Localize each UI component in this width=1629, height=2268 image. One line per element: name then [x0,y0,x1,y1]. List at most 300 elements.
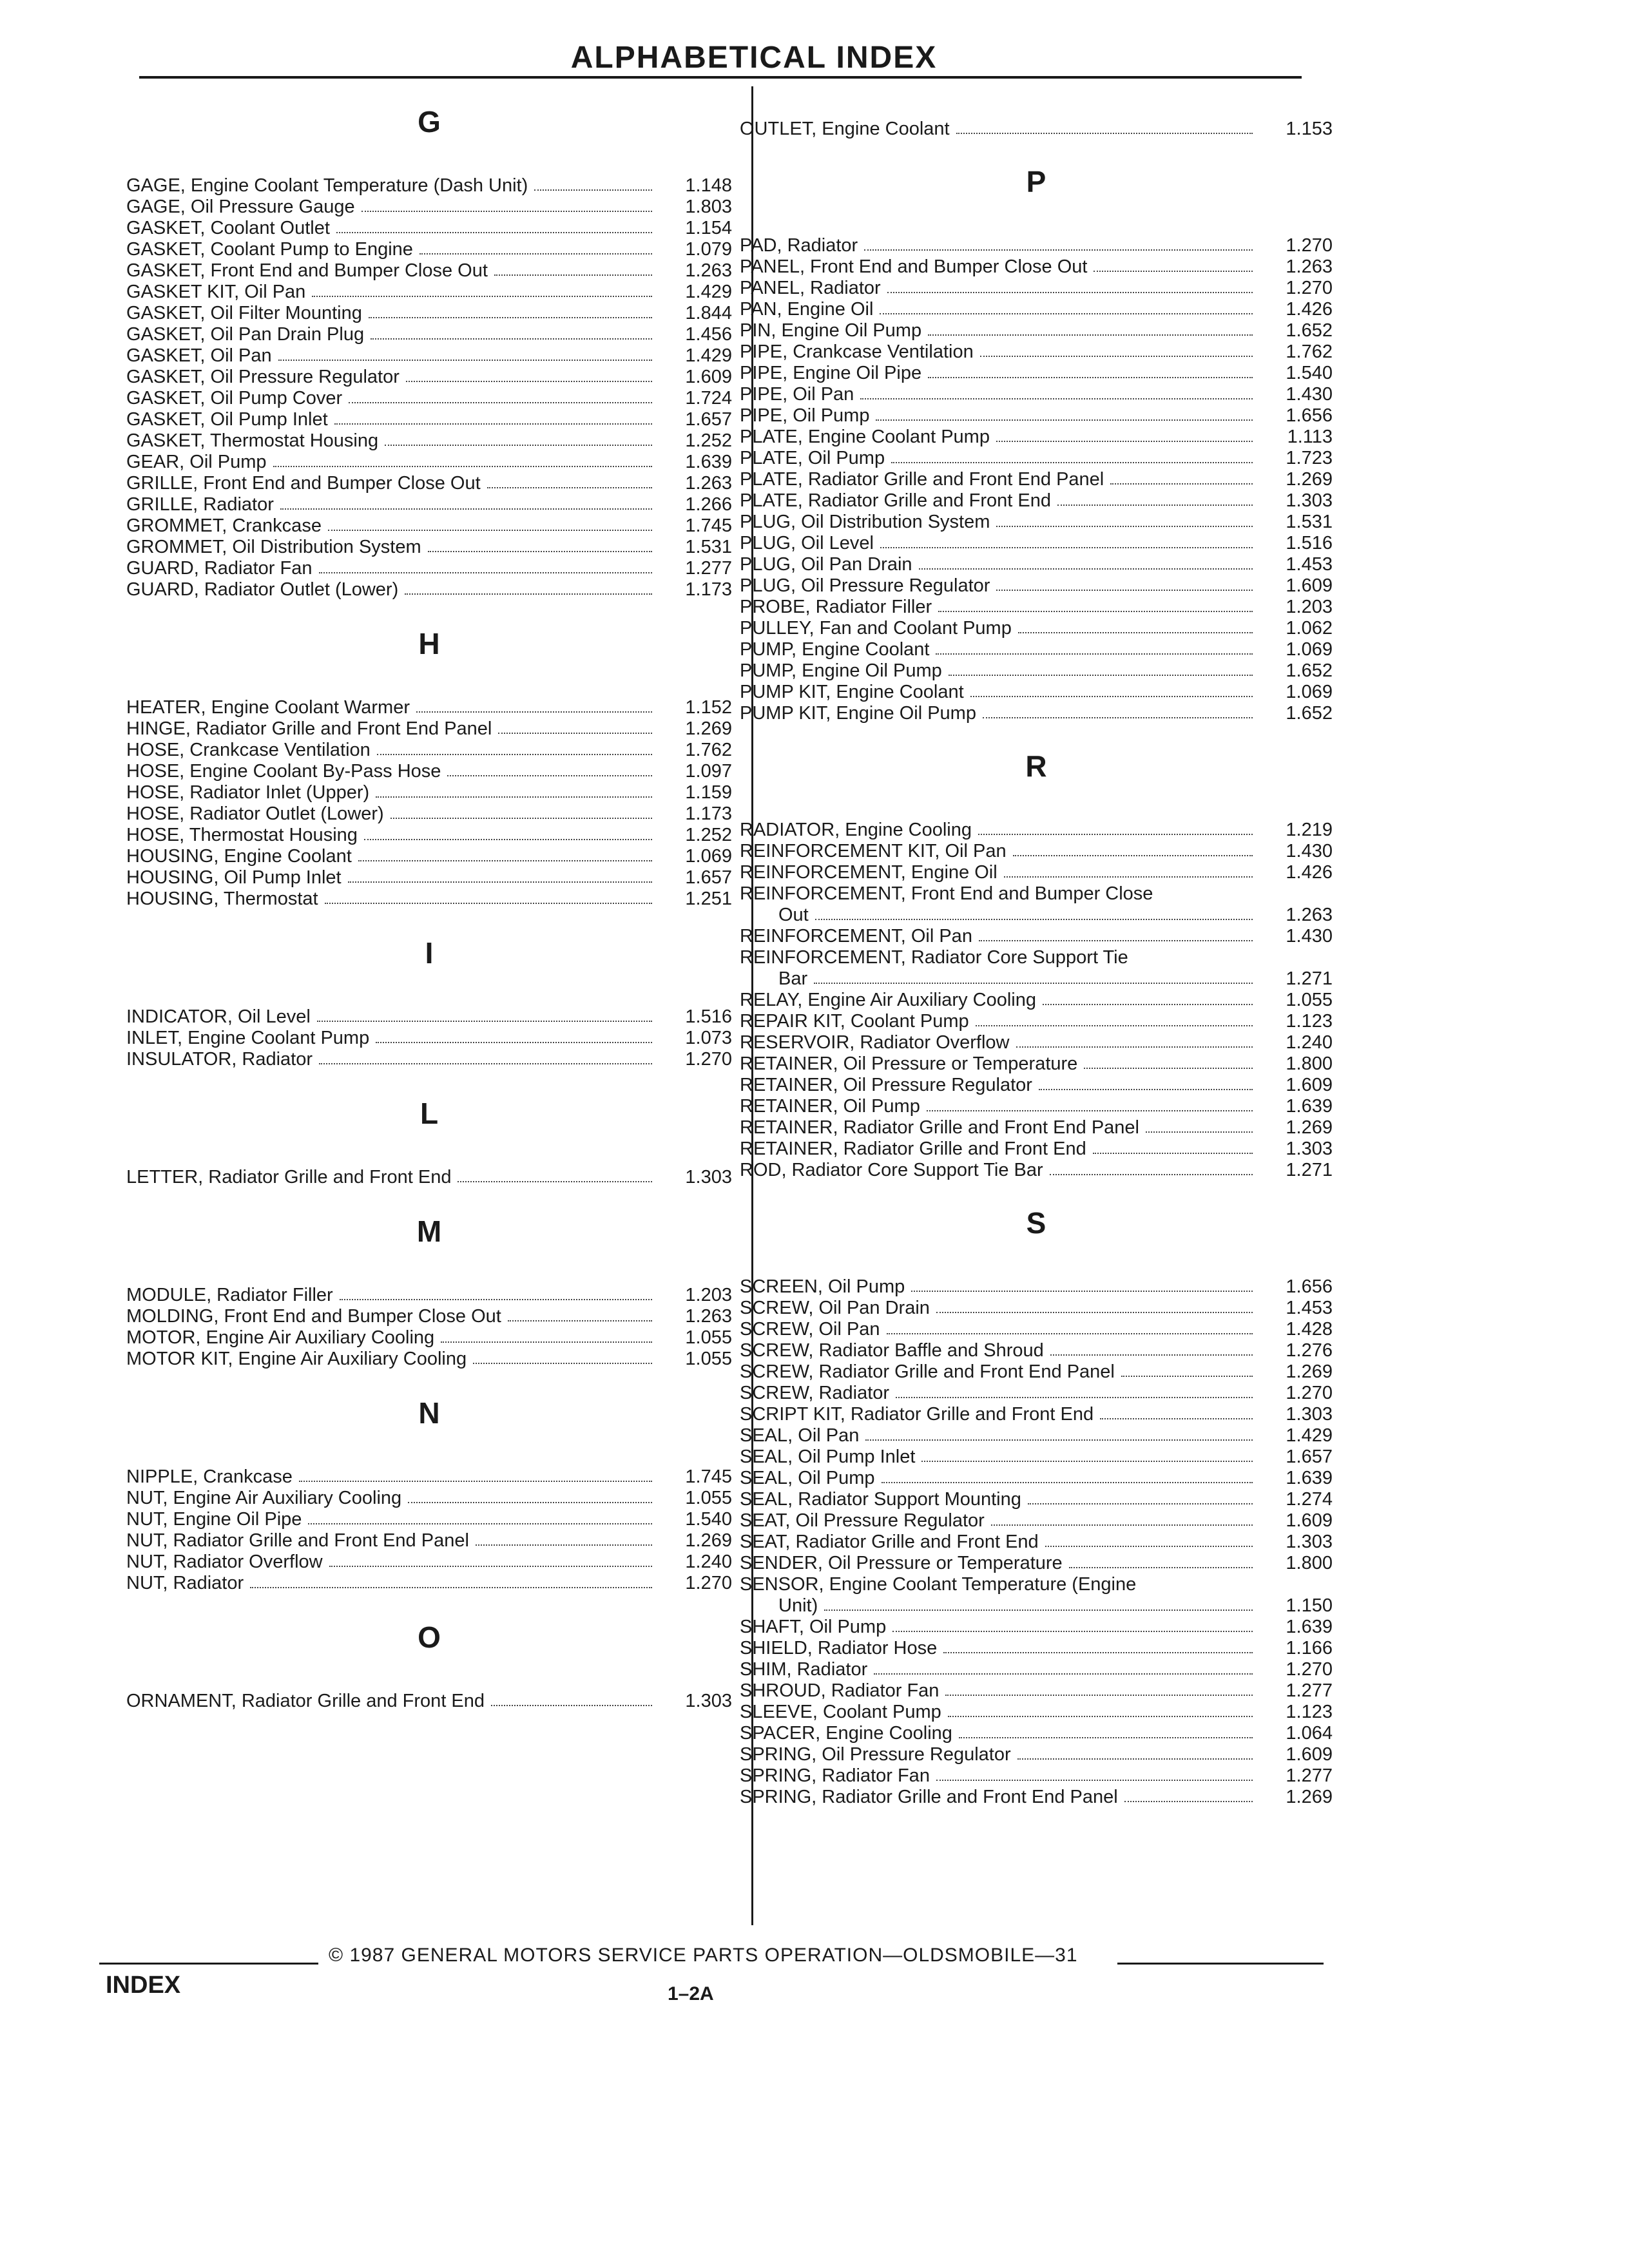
section-letter-n: N [418,1396,440,1430]
entry-name: SHAFT, Oil Pump [740,1617,887,1637]
section-letter-o: O [418,1620,441,1654]
footer-copyright: © 1987 GENERAL MOTORS SERVICE PARTS OPERATION—OLDSMOBILE—31 [329,1945,1078,1966]
entry-page-ref: 1.064 [1286,1723,1333,1744]
entry-page-ref: 1.516 [685,1006,732,1027]
entry-name: LETTER, Radiator Grille and Front End [126,1167,452,1187]
index-entry [740,1340,1333,1361]
dot-leader [814,982,1253,984]
entry-page-ref: 1.173 [685,579,732,600]
entry-name: REINFORCEMENT KIT, Oil Pan [740,841,1007,861]
entry-name: INSULATOR, Radiator [126,1049,313,1070]
index-entry [740,1765,1333,1787]
index-entry [740,1723,1333,1744]
entry-name: REINFORCEMENT, Engine Oil [740,862,998,883]
dot-leader [416,711,652,713]
dot-leader [882,1481,1253,1483]
index-entry [126,697,732,718]
footer-page-number: 1–2A [668,1983,714,2004]
dot-leader [419,253,652,255]
dot-leader [911,1290,1253,1292]
dot-leader [1110,483,1253,485]
index-entry [740,1361,1333,1383]
dot-leader [319,572,653,573]
index-entry [740,1638,1333,1659]
dot-leader [336,231,652,233]
dot-leader [1121,1375,1253,1377]
entry-name: MOLDING, Front End and Bumper Close Out [126,1306,501,1327]
entry-page-ref: 1.263 [1286,905,1333,925]
index-entry [126,558,732,579]
dot-leader [376,1041,652,1043]
dot-leader [887,1332,1253,1334]
entry-name: RETAINER, Oil Pump [740,1096,920,1117]
entry-name: PUMP KIT, Engine Coolant [740,682,964,702]
dot-leader [273,465,652,467]
dot-leader [887,291,1253,293]
entry-name: GASKET, Thermostat Housing [126,430,379,451]
index-entry [126,367,732,388]
index-entry [740,320,1333,341]
index-entry [740,533,1333,554]
dot-leader [406,380,652,382]
entry-name: OUTLET, Engine Coolant [740,119,950,139]
index-entry [740,1574,1333,1617]
entry-name: GASKET, Oil Pump Inlet [126,409,328,430]
index-entry [740,1425,1333,1446]
entry-name: GASKET, Front End and Bumper Close Out [126,260,488,281]
entry-name: SPRING, Oil Pressure Regulator [740,1744,1011,1765]
index-entry [740,1096,1333,1117]
entry-name: PLATE, Radiator Grille and Front End Panel [740,469,1104,490]
index-entry [126,1006,732,1028]
entry-name: PAD, Radiator [740,235,858,256]
entry-name: PROBE, Radiator Filler [740,597,932,617]
dot-leader [390,817,652,819]
entry-page-ref: 1.069 [685,846,732,867]
title-rule [139,76,1302,79]
entry-name: REINFORCEMENT, Radiator Core Support Tie [740,947,1128,968]
entry-page-ref: 1.150 [1286,1595,1333,1616]
entry-page-ref: 1.639 [1286,1096,1333,1117]
dot-leader [892,1630,1253,1632]
dot-leader [936,1779,1253,1781]
index-entry [740,1617,1333,1638]
entry-name: NUT, Radiator Grille and Front End Panel [126,1530,469,1551]
entry-name: GASKET, Oil Pan Drain Plug [126,324,365,345]
entry-name: SENDER, Oil Pressure or Temperature [740,1553,1063,1573]
section-letter-i: I [425,936,434,970]
entry-name: PANEL, Front End and Bumper Close Out [740,256,1088,277]
entry-name: PULLEY, Fan and Coolant Pump [740,618,1012,639]
entry-name: PIN, Engine Oil Pump [740,320,922,341]
entry-name: HEATER, Engine Coolant Warmer [126,697,410,718]
index-entry [740,427,1333,448]
index-entry [126,1488,732,1509]
dot-leader [319,1062,652,1064]
dot-leader [921,1460,1253,1462]
dot-leader [447,774,652,776]
entry-page-ref: 1.079 [685,239,732,260]
entry-name: HOSE, Radiator Inlet (Upper) [126,782,370,803]
footer-rule-left [99,1963,318,1965]
entry-name: RESERVOIR, Radiator Overflow [740,1032,1010,1053]
entry-page-ref: 1.203 [685,1285,732,1305]
entry-page-ref: 1.062 [1286,618,1333,639]
dot-leader [936,1311,1253,1313]
index-entry [740,639,1333,660]
index-entry [126,889,732,910]
index-entry [740,1659,1333,1680]
index-entry [126,1691,732,1712]
entry-page-ref: 1.430 [1286,384,1333,405]
index-entry [126,803,732,825]
dot-leader [458,1180,652,1182]
entry-name: SHIELD, Radiator Hose [740,1638,938,1658]
entry-name: PIPE, Oil Pump [740,405,870,426]
entry-name: MOTOR KIT, Engine Air Auxiliary Cooling [126,1349,467,1369]
dot-leader [880,312,1253,314]
dot-leader [1146,1131,1253,1133]
dot-leader [1050,1354,1253,1356]
entry-page-ref: 1.270 [685,1573,732,1593]
entry-name: SEAL, Oil Pump Inlet [740,1446,916,1467]
entry-name: SEAL, Oil Pump [740,1468,875,1488]
entry-name: GASKET, Oil Pressure Regulator [126,367,400,387]
index-entry [126,324,732,345]
entry-page-ref: 1.516 [1286,533,1333,553]
entry-page-ref: 1.609 [1286,1510,1333,1531]
entry-name-continued: Out [778,905,809,925]
entry-name: RADIATOR, Engine Cooling [740,820,972,840]
dot-leader [945,1694,1253,1696]
entry-page-ref: 1.426 [1286,299,1333,320]
dot-leader [1013,854,1253,856]
dot-leader [408,1501,652,1503]
entry-name: SCREW, Radiator Grille and Front End Panel [740,1361,1115,1382]
dot-leader [936,653,1253,655]
entry-name: INDICATOR, Oil Level [126,1006,311,1027]
index-entry [126,303,732,324]
index-entry [126,1466,732,1488]
entry-name: SEAT, Radiator Grille and Front End [740,1532,1039,1552]
entry-name: GAGE, Engine Coolant Temperature (Dash Unit) [126,175,528,196]
index-entry [740,1744,1333,1765]
entry-name: PUMP, Engine Oil Pump [740,660,942,681]
entry-page-ref: 1.609 [1286,575,1333,596]
dot-leader [250,1586,652,1588]
entry-page-ref: 1.428 [1286,1319,1333,1340]
entry-name: NUT, Radiator [126,1573,244,1593]
entry-name: SENSOR, Engine Coolant Temperature (Engine [740,1574,1137,1595]
index-entry [740,1383,1333,1404]
section-letter-l: L [419,1097,439,1130]
dot-leader [385,444,652,446]
entry-page-ref: 1.303 [1286,490,1333,511]
entry-page-ref: 1.263 [685,260,732,281]
dot-leader [473,1362,652,1364]
index-entry [126,197,732,218]
index-entry [740,469,1333,490]
dot-leader [405,593,652,595]
section-letter-r: R [1025,749,1047,783]
entry-name: REPAIR KIT, Coolant Pump [740,1011,969,1032]
entry-name: HOUSING, Oil Pump Inlet [126,867,342,888]
entry-name: PUMP, Engine Coolant [740,639,930,660]
entry-name: SCRIPT KIT, Radiator Grille and Front End [740,1404,1094,1425]
entry-name: INLET, Engine Coolant Pump [126,1028,370,1048]
entry-page-ref: 1.113 [1287,427,1333,447]
index-entry [740,926,1333,947]
entry-name: HOUSING, Thermostat [126,889,318,909]
index-entry [740,1446,1333,1468]
index-entry [126,579,732,601]
index-entry [740,1075,1333,1096]
entry-name: SCREEN, Oil Pump [740,1276,905,1297]
entry-page-ref: 1.657 [1286,1446,1333,1467]
entry-page-ref: 1.745 [685,1466,732,1487]
entry-name: PLUG, Oil Distribution System [740,512,990,532]
dot-leader [991,1524,1253,1526]
index-entry [740,703,1333,724]
entry-name: GROMMET, Oil Distribution System [126,537,421,557]
entry-page-ref: 1.270 [1286,235,1333,256]
entry-page-ref: 1.652 [1286,660,1333,681]
index-entry [740,341,1333,363]
index-entry [126,825,732,846]
entry-name: GASKET KIT, Oil Pan [126,282,306,302]
entry-page-ref: 1.277 [685,558,732,579]
section-letter-m: M [416,1215,442,1248]
entry-name: MODULE, Radiator Filler [126,1285,333,1305]
dot-leader [441,1341,652,1343]
entry-name: PLATE, Radiator Grille and Front End [740,490,1052,511]
index-entry [740,1680,1333,1702]
entry-page-ref: 1.263 [685,473,732,494]
dot-leader [476,1544,652,1546]
entry-name: SEAL, Oil Pan [740,1425,860,1446]
entry-name: GROMMET, Crankcase [126,515,322,536]
entry-page-ref: 1.269 [1286,1361,1333,1382]
entry-page-ref: 1.639 [685,452,732,472]
index-entry [126,867,732,889]
entry-name: GASKET, Coolant Outlet [126,218,330,238]
dot-leader [1093,1152,1253,1154]
entry-page-ref: 1.263 [685,1306,732,1327]
index-entry [126,1552,732,1573]
dot-leader [970,695,1253,697]
index-entry [126,1049,732,1070]
dot-leader [860,398,1253,399]
entry-name: SHROUD, Radiator Fan [740,1680,940,1701]
entry-page-ref: 1.762 [1286,341,1333,362]
entry-name: SPRING, Radiator Fan [740,1765,930,1786]
dot-leader [1057,504,1253,506]
dot-leader [280,508,652,510]
entry-page-ref: 1.800 [1286,1053,1333,1074]
entry-page-ref: 1.263 [1286,256,1333,277]
dot-leader [487,486,652,488]
entry-page-ref: 1.270 [685,1049,732,1070]
index-entry [126,282,732,303]
entry-name: HOSE, Engine Coolant By-Pass Hose [126,761,441,782]
dot-leader [996,440,1253,442]
entry-name: HOSE, Radiator Outlet (Lower) [126,803,384,824]
entry-page-ref: 1.173 [685,803,732,824]
dot-leader [358,860,652,861]
entry-page-ref: 1.252 [685,430,732,451]
index-entry [126,718,732,740]
entry-page-ref: 1.639 [1286,1617,1333,1637]
entry-page-ref: 1.609 [1286,1744,1333,1765]
entry-name: SHIM, Radiator [740,1659,868,1680]
index-entry [740,947,1333,990]
entry-name: MOTOR, Engine Air Auxiliary Cooling [126,1327,435,1348]
dot-leader [983,716,1253,718]
index-entry [126,388,732,409]
entry-name: NUT, Engine Oil Pipe [126,1509,302,1530]
index-entry [740,1702,1333,1723]
dot-leader [927,1110,1253,1111]
entry-page-ref: 1.240 [1286,1032,1333,1053]
entry-page-ref: 1.240 [685,1552,732,1572]
index-entry [126,515,732,537]
index-entry [126,782,732,803]
dot-leader [376,796,652,798]
dot-leader [312,295,652,297]
entry-name: NUT, Engine Air Auxiliary Cooling [126,1488,402,1508]
entry-page-ref: 1.657 [685,409,732,430]
entry-name: GRILLE, Radiator [126,494,274,515]
section-letter-s: S [1026,1206,1046,1240]
entry-name: PIPE, Engine Oil Pipe [740,363,922,383]
entry-page-ref: 1.429 [685,282,732,302]
entry-page-ref: 1.303 [1286,1532,1333,1552]
entry-page-ref: 1.303 [685,1691,732,1711]
entry-name: RELAY, Engine Air Auxiliary Cooling [740,990,1036,1010]
entry-page-ref: 1.540 [1286,363,1333,383]
entry-page-ref: 1.148 [685,175,732,196]
dot-leader [428,550,652,552]
entry-name: SLEEVE, Coolant Pump [740,1702,941,1722]
entry-page-ref: 1.277 [1286,1765,1333,1786]
dot-leader [1100,1418,1253,1419]
dot-leader [919,568,1253,570]
dot-leader [1069,1566,1253,1568]
dot-leader [491,1704,652,1706]
dot-leader [508,1320,652,1321]
entry-name: SEAL, Radiator Support Mounting [740,1489,1021,1510]
dot-leader [371,338,652,340]
entry-page-ref: 1.609 [685,367,732,387]
entry-page-ref: 1.269 [1286,1117,1333,1138]
entry-page-ref: 1.531 [1286,512,1333,532]
section-letter-h: H [418,627,440,660]
entry-page-ref: 1.152 [685,697,732,718]
index-entry [740,1404,1333,1425]
index-entry [126,260,732,282]
index-entry [126,1167,732,1188]
index-entry [740,299,1333,320]
entry-page-ref: 1.426 [1286,862,1333,883]
index-entry [740,1053,1333,1075]
entry-page-ref: 1.453 [1286,554,1333,575]
dot-leader [308,1523,652,1524]
entry-name: SPRING, Radiator Grille and Front End Panel [740,1787,1118,1807]
entry-name: PIPE, Oil Pan [740,384,854,405]
entry-page-ref: 1.069 [1286,639,1333,660]
entry-name: PIPE, Crankcase Ventilation [740,341,974,362]
index-entry [126,452,732,473]
section-letter-p: P [1026,165,1046,198]
entry-name: PLUG, Oil Level [740,533,874,553]
index-entry [740,1276,1333,1298]
dot-leader [494,274,652,276]
index-entry [740,820,1333,841]
dot-leader [891,461,1253,463]
dot-leader [348,881,652,883]
footer-rule-right [1117,1963,1324,1965]
index-entry [126,1028,732,1049]
entry-name: GASKET, Oil Pump Cover [126,388,343,408]
entry-page-ref: 1.123 [1286,1702,1333,1722]
dot-leader [928,376,1253,378]
entry-page-ref: 1.430 [1286,926,1333,947]
index-entry [740,597,1333,618]
dot-leader [959,1736,1253,1738]
index-entry [740,1032,1333,1053]
dot-leader [824,1609,1253,1611]
index-entry [740,1510,1333,1532]
entry-name: PAN, Engine Oil [740,299,874,320]
index-entry [740,1489,1333,1510]
dot-leader [340,1298,652,1300]
dot-leader [864,249,1253,251]
index-entry [740,1319,1333,1340]
entry-name: SCREW, Radiator Baffle and Shroud [740,1340,1044,1361]
entry-page-ref: 1.269 [1286,469,1333,490]
index-entry [740,1160,1333,1181]
entry-page-ref: 1.271 [1286,1160,1333,1180]
entry-page-ref: 1.270 [1286,1383,1333,1403]
entry-page-ref: 1.166 [1286,1638,1333,1658]
index-entry [740,363,1333,384]
entry-page-ref: 1.430 [1286,841,1333,861]
entry-page-ref: 1.073 [685,1028,732,1048]
index-entry [126,1509,732,1530]
index-entry [126,239,732,260]
entry-page-ref: 1.656 [1286,1276,1333,1297]
entry-name: SEAT, Oil Pressure Regulator [740,1510,985,1531]
index-entry [740,554,1333,575]
index-entry [740,490,1333,512]
index-entry [126,740,732,761]
entry-page-ref: 1.271 [1286,968,1333,989]
entry-name: ROD, Radiator Core Support Tie Bar [740,1160,1043,1180]
index-entry [740,256,1333,278]
entry-name: NIPPLE, Crankcase [126,1466,293,1487]
entry-page-ref: 1.274 [1286,1489,1333,1510]
dot-leader [1016,1046,1253,1048]
entry-page-ref: 1.639 [1286,1468,1333,1488]
dot-leader [874,1673,1253,1675]
dot-leader [938,610,1253,612]
dot-leader [1004,876,1253,878]
entry-page-ref: 1.303 [685,1167,732,1187]
entry-page-ref: 1.844 [685,303,732,323]
index-entry [740,1139,1333,1160]
entry-page-ref: 1.154 [685,218,732,238]
dot-leader [1084,1067,1253,1069]
